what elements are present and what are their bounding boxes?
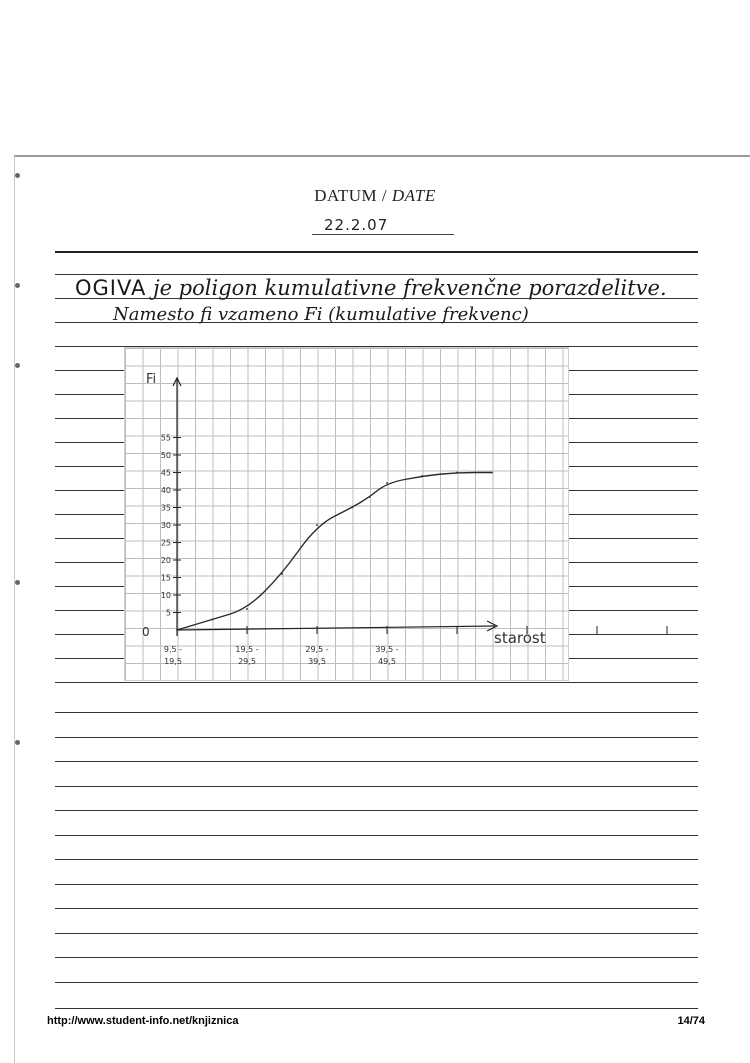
note-definition: je poligon kumulativne frekvenčne porazdelitve. — [146, 276, 667, 300]
date-label-en: DATE — [391, 186, 436, 205]
note-term: OGIVA — [75, 276, 147, 300]
ogive-line — [177, 473, 492, 631]
y-tick-label: 15 — [160, 573, 171, 583]
x-tick-label: 29,5 — [238, 657, 256, 666]
page-number: 14/74 — [677, 1015, 705, 1027]
y-tick-label: 30 — [160, 521, 171, 530]
ogive-point — [281, 573, 283, 575]
ogive-point — [316, 524, 318, 526]
x-tick-label: 39,5 - — [375, 645, 399, 654]
handwritten-date: 22.2.07 — [312, 216, 454, 235]
date-label-separator: / — [377, 186, 392, 205]
ogive-point — [369, 496, 371, 498]
y-tick-label: 10 — [160, 591, 171, 600]
y-tick-label: 55 — [160, 433, 171, 443]
origin-label: 0 — [142, 625, 150, 639]
ogive-point — [351, 507, 353, 509]
y-tick-label: 50 — [160, 451, 171, 460]
x-tick-label: 49,5 — [378, 657, 396, 666]
y-tick-label: 35 — [160, 503, 171, 513]
ogive-point — [421, 475, 423, 477]
ogive-point — [211, 619, 213, 621]
x-axis-label: starost — [494, 629, 546, 647]
y-tick-label: 45 — [160, 468, 171, 478]
y-tick-label: 40 — [160, 486, 171, 495]
x-tick-label: 29,5 - — [305, 645, 329, 654]
x-axis — [177, 626, 495, 630]
y-tick-label: 5 — [165, 608, 171, 618]
note-line-2: Namesto fi vzameno Fi (kumulative frekvenc) — [113, 304, 529, 325]
x-tick-label: 19,5 - — [235, 645, 259, 654]
y-tick-label: 20 — [160, 556, 171, 565]
y-axis-label: Fi — [146, 372, 157, 387]
date-label-sl: DATUM — [314, 186, 378, 205]
y-tick-label: 25 — [160, 538, 171, 548]
ogive-point — [176, 629, 178, 631]
ogive-point — [246, 608, 248, 610]
x-tick-label: 19,5 — [164, 657, 182, 666]
ogive-point — [491, 472, 493, 474]
footer-url: http://www.student-info.net/knjiznica — [47, 1015, 239, 1027]
x-tick-label: 9,5 - — [163, 645, 183, 654]
ogive-point — [386, 482, 388, 484]
ogive-point — [456, 472, 458, 474]
x-tick-label: 39,5 — [308, 657, 326, 666]
